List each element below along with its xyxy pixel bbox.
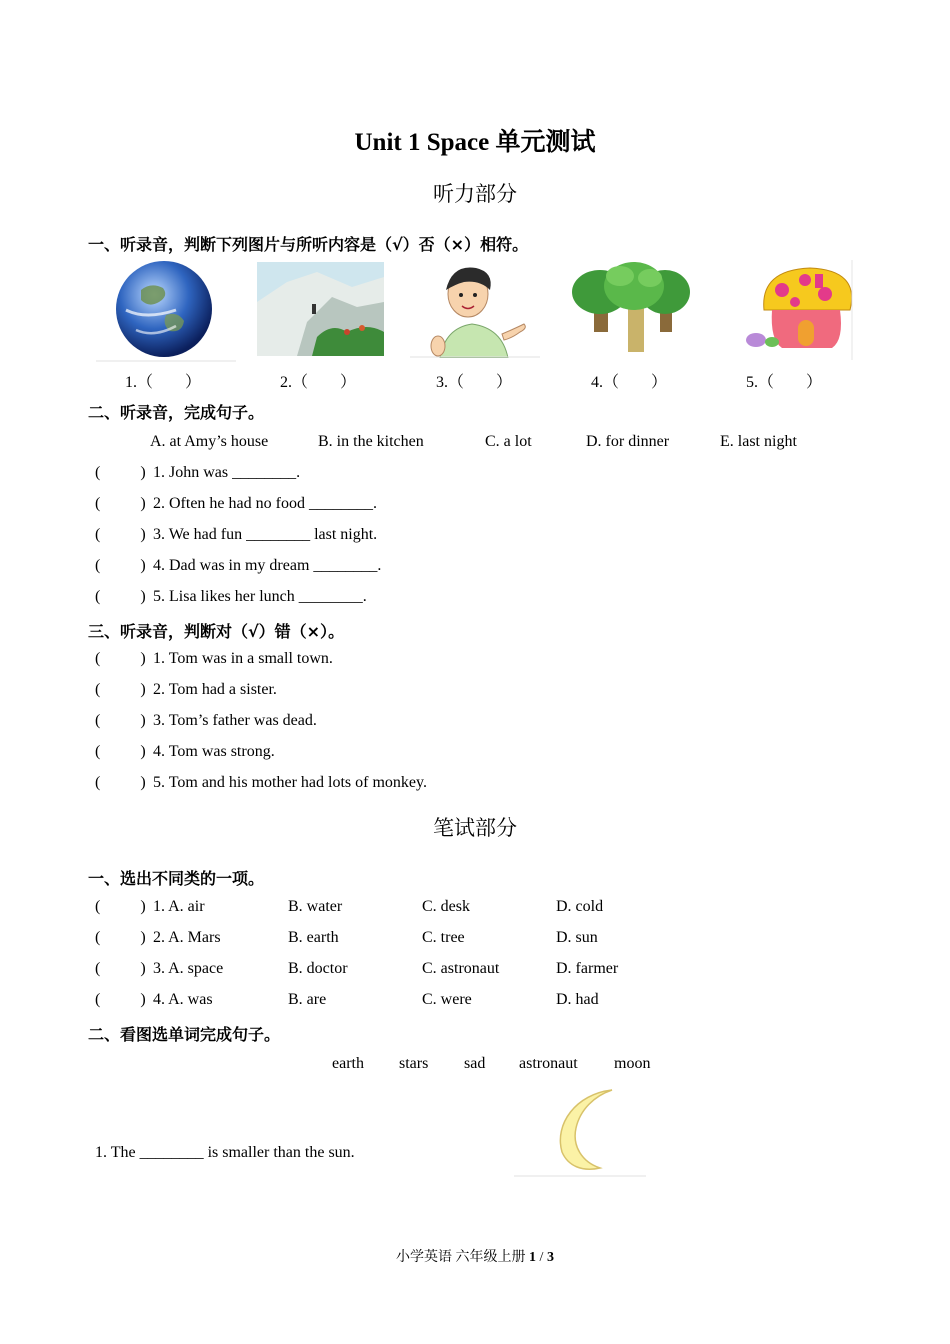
- image-2-label: 2.（ ）: [280, 374, 357, 391]
- writing-heading: 笔试部分: [433, 816, 517, 840]
- word-bank-stars: stars: [399, 1055, 429, 1072]
- l3-item-2: ( ) 2. Tom had a sister.: [95, 681, 277, 698]
- w1-row-2-b: B. earth: [288, 929, 339, 946]
- word-bank-sad: sad: [464, 1055, 486, 1072]
- l2-option-d: D. for dinner: [586, 433, 670, 450]
- boy-image: [410, 262, 540, 358]
- answer-parens[interactable]: ( ): [95, 991, 146, 1008]
- image-3-label: 3.（ ）: [436, 374, 513, 391]
- w1-row-1: ( ) 1. A. air: [95, 898, 205, 915]
- answer-parens[interactable]: ( ): [95, 712, 146, 729]
- w1-row-2-c: C. tree: [422, 929, 465, 946]
- answer-parens[interactable]: ( ): [95, 774, 146, 791]
- mushroom-house-image: [720, 260, 854, 360]
- l3-item-1: ( ) 1. Tom was in a small town.: [95, 650, 333, 667]
- trees-image: [570, 262, 690, 354]
- section-w2-heading: 二、看图选单词完成句子。: [88, 1025, 281, 1044]
- moon-image: [514, 1084, 646, 1178]
- l2-item-2: ( ) 2. Often he had no food ________.: [95, 495, 377, 512]
- answer-parens[interactable]: ( ): [95, 557, 146, 574]
- l3-item-5: ( ) 5. Tom and his mother had lots of monkey.: [95, 774, 427, 791]
- section-w1-heading: 一、选出不同类的一项。: [88, 869, 265, 888]
- w1-row-1-d: D. cold: [556, 898, 604, 915]
- w1-row-2: ( ) 2. A. Mars: [95, 929, 221, 946]
- word-bank-moon: moon: [614, 1055, 651, 1072]
- section-l2-heading: 二、听录音，完成句子。: [88, 403, 265, 422]
- answer-parens[interactable]: ( ): [95, 464, 146, 481]
- answer-parens[interactable]: ( ): [95, 650, 146, 667]
- section-l3-heading: 三、听录音，判断对（√）错（×）。: [88, 622, 345, 641]
- w1-row-1-b: B. water: [288, 898, 343, 915]
- l2-item-1: ( ) 1. John was ________.: [95, 464, 301, 481]
- word-bank-astronaut: astronaut: [519, 1055, 578, 1072]
- l2-item-3: ( ) 3. We had fun ________ last night.: [95, 526, 378, 543]
- l2-option-c: C. a lot: [485, 433, 532, 450]
- answer-parens[interactable]: ( ): [95, 960, 146, 977]
- w1-row-3-d: D. farmer: [556, 960, 619, 977]
- image-5-label: 5.（ ）: [746, 374, 823, 391]
- answer-parens[interactable]: ( ): [95, 743, 146, 760]
- page-title: Unit 1 Space 单元测试: [354, 129, 596, 156]
- section-l1-heading: 一、听录音，判断下列图片与所听内容是（√）否（×）相符。: [88, 235, 529, 254]
- w1-row-3-b: B. doctor: [288, 960, 348, 977]
- answer-parens[interactable]: ( ): [95, 588, 146, 605]
- page-footer: 小学英语 六年级上册 1 / 3: [396, 1250, 554, 1265]
- answer-parens[interactable]: ( ): [95, 526, 146, 543]
- l2-item-4: ( ) 4. Dad was in my dream ________.: [95, 557, 382, 574]
- l2-item-5: ( ) 5. Lisa likes her lunch ________.: [95, 588, 367, 605]
- l3-item-3: ( ) 3. Tom’s father was dead.: [95, 712, 317, 729]
- w2-sentence-1: 1. The ________ is smaller than the sun.: [95, 1144, 355, 1161]
- image-1-label: 1.（ ）: [125, 374, 202, 391]
- answer-parens[interactable]: ( ): [95, 495, 146, 512]
- l2-option-e: E. last night: [720, 433, 797, 450]
- w1-row-4-d: D. had: [556, 991, 599, 1008]
- answer-parens[interactable]: ( ): [95, 681, 146, 698]
- word-bank-earth: earth: [332, 1055, 364, 1072]
- image-4-label: 4.（ ）: [591, 374, 668, 391]
- w1-row-2-d: D. sun: [556, 929, 598, 946]
- l3-item-4: ( ) 4. Tom was strong.: [95, 743, 275, 760]
- w1-row-1-c: C. desk: [422, 898, 470, 915]
- w1-row-4-c: C. were: [422, 991, 472, 1008]
- listening-heading: 听力部分: [433, 182, 517, 206]
- w1-row-4: ( ) 4. A. was: [95, 991, 213, 1008]
- answer-parens[interactable]: ( ): [95, 929, 146, 946]
- l2-option-a: A. at Amy’s house: [150, 433, 269, 450]
- w1-row-3: ( ) 3. A. space: [95, 960, 224, 977]
- answer-parens[interactable]: ( ): [95, 898, 146, 915]
- earth-image: [96, 260, 236, 362]
- mountain-image: [257, 262, 384, 356]
- w1-row-3-c: C. astronaut: [422, 960, 500, 977]
- l2-option-b: B. in the kitchen: [318, 433, 424, 450]
- w1-row-4-b: B. are: [288, 991, 327, 1008]
